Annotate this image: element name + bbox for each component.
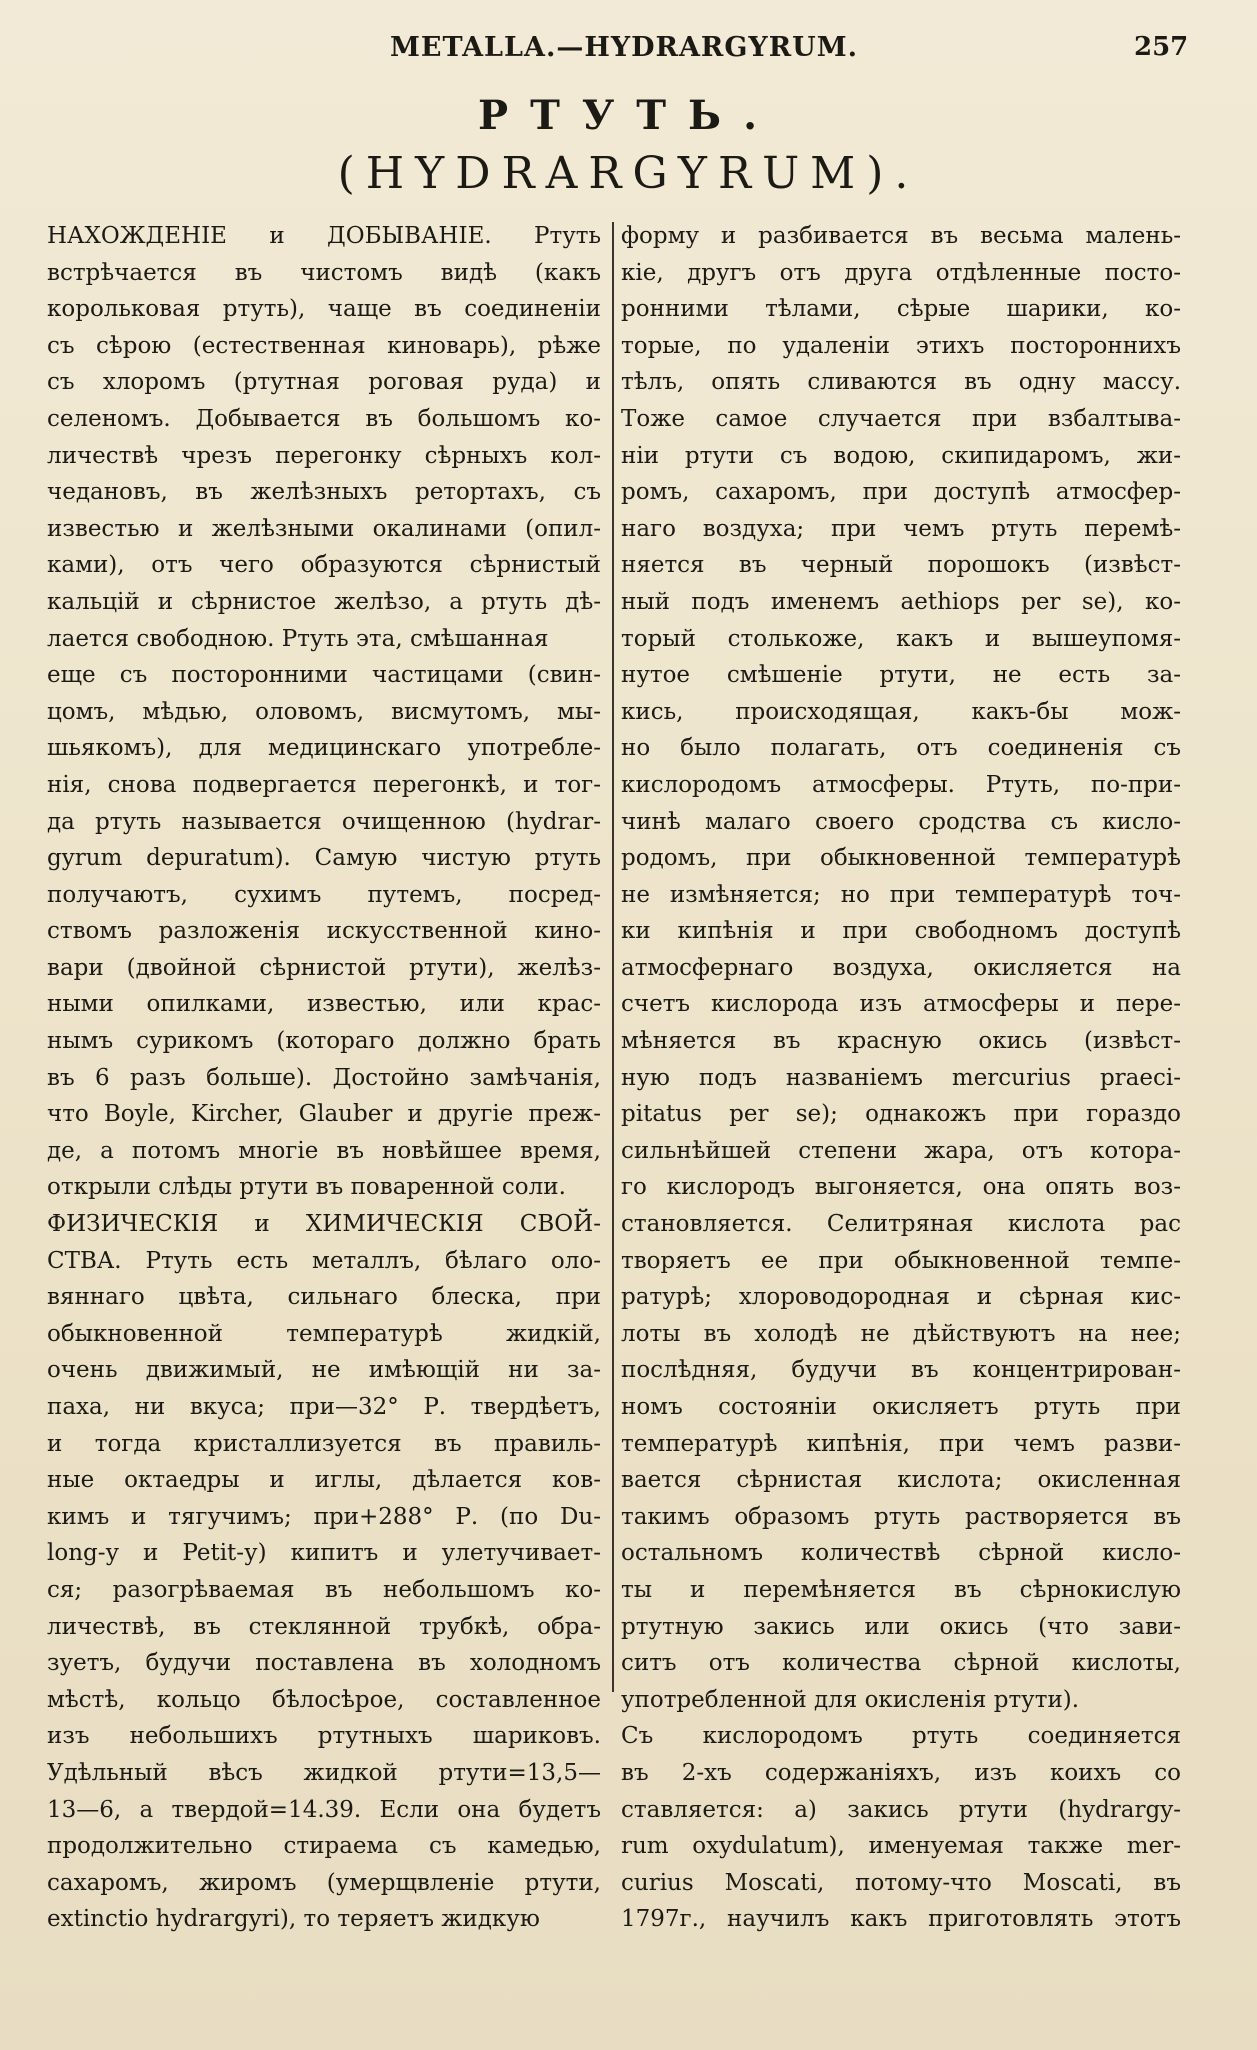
text-line: няется въ черный порошокъ (извѣст- [621, 552, 1181, 579]
text-line: вари (двойной сѣрнистой ртути), желѣз- [47, 954, 601, 981]
text-line: употребленной для окисленія ртути). [621, 1686, 1080, 1713]
text-line: extinctio hydrargyri), то теряетъ жидкую [47, 1906, 540, 1933]
text-line: продолжительно стираема съ камедью, [47, 1833, 601, 1860]
text-line: ставляется: а) закись ртути (hydrargy- [621, 1796, 1181, 1823]
text-line: rum oxydulatum), именуемая также mer- [621, 1833, 1181, 1860]
text-line: вяннаго цвѣта, сильнаго блеска, при [47, 1284, 601, 1311]
text-line: открыли слѣды ртути въ поваренной соли. [47, 1174, 566, 1201]
text-line: температурѣ кипѣнія, при чемъ разви- [621, 1430, 1181, 1457]
text-line: получаютъ, сухимъ путемъ, посред- [47, 881, 601, 908]
text-line: но было полагать, отъ соединенія съ [621, 735, 1181, 762]
text-line: ФИЗИЧЕСКІЯ и ХИМИЧЕСКІЯ СВОЙ- [47, 1211, 601, 1238]
text-line: такимъ образомъ ртуть растворяется въ [621, 1503, 1181, 1530]
text-line: ные октаедры и иглы, дѣлается ков- [47, 1467, 601, 1494]
text-line: творяетъ ее при обыкновенной темпе- [621, 1247, 1181, 1274]
text-line: еще съ посторонними частицами (свин- [47, 662, 601, 689]
text-line: НАХОЖДЕНІЕ и ДОБЫВАНІЕ. Ртуть [47, 223, 601, 249]
text-line: нымъ сурикомъ (котораго должно брать [47, 1028, 601, 1055]
text-line: послѣдняя, будучи въ концентрирован- [621, 1357, 1181, 1384]
text-line: форму и разбивается въ весьма малень- [621, 223, 1181, 249]
text-line: Съ кислородомъ ртуть соединяется [621, 1723, 1181, 1750]
text-line: мѣняется въ красную окись (извѣст- [621, 1028, 1181, 1055]
text-line: ный подъ именемъ aethiops per se), ко- [621, 588, 1181, 615]
text-line: ствомъ разложенія искусственной кино- [47, 918, 601, 945]
text-line: корольковая ртуть), чаще въ соединеніи [47, 296, 601, 323]
text-line: кислородомъ атмосферы. Ртуть, по-при- [621, 771, 1181, 798]
text-line: вается сѣрнистая кислота; окисленная [621, 1467, 1181, 1494]
text-line: ситъ отъ количества сѣрной кислоты, [621, 1650, 1181, 1677]
text-line: Удѣльный вѣсъ жидкой ртути=13,5— [47, 1759, 601, 1786]
text-line: въ 6 разъ больше). Достойно замѣчанія, [47, 1064, 601, 1091]
text-line: ромъ, сахаромъ, при доступѣ атмосфер- [621, 479, 1181, 506]
text-line: цомъ, мѣдью, оловомъ, висмутомъ, мы- [47, 698, 601, 725]
text-line: очень движимый, не имѣющій ни за- [47, 1357, 601, 1384]
text-line: чедановъ, въ желѣзныхъ ретортахъ, съ [47, 479, 601, 506]
text-line: личествѣ, въ стеклянной трубкѣ, обра- [47, 1613, 601, 1640]
text-line: нія, снова подвергается перегонкѣ, и тог- [47, 771, 601, 798]
text-line: pitatus per se); однакожъ при гораздо [621, 1101, 1181, 1128]
text-line: Тоже самое случается при взбалтыва- [621, 405, 1181, 432]
text-line: шьякомъ), для медицинскаго употребле- [47, 735, 601, 762]
text-line: да ртуть называется очищенною (hydrar- [47, 808, 601, 835]
text-line: остальномъ количествѣ сѣрной кисло- [621, 1540, 1181, 1567]
text-line: ніи ртути съ водою, скипидаромъ, жи- [621, 442, 1181, 469]
text-line: чинѣ малаго своего сродства съ кисло- [621, 808, 1181, 835]
text-line: торый столькоже, какъ и вышеупомя- [621, 625, 1181, 652]
text-line: становляется. Селитряная кислота рас [621, 1211, 1181, 1238]
text-line: ся; разогрѣваемая въ небольшомъ ко- [47, 1576, 601, 1603]
text-line: что Boyle, Kircher, Glauber и другіе преж- [47, 1101, 601, 1128]
text-line: кимъ и тягучимъ; при+288° Р. (по Du- [47, 1503, 601, 1530]
text-line: встрѣчается въ чистомъ видѣ (какъ [47, 259, 601, 286]
text-line: паха, ни вкуса; при—32° Р. твердѣетъ, [47, 1394, 601, 1420]
text-line: личествѣ чрезъ перегонку сѣрныхъ кол- [47, 442, 601, 469]
text-line: не измѣняется; но при температурѣ точ- [621, 881, 1181, 908]
running-title: METALLA.—HYDRARGYRUM. [390, 32, 858, 63]
text-line: въ 2-хъ содержаніяхъ, изъ коихъ со [621, 1759, 1181, 1786]
text-line: селеномъ. Добывается въ большомъ ко- [47, 405, 601, 432]
text-line: СТВА. Ртуть есть металлъ, бѣлаго оло- [47, 1247, 601, 1274]
text-line: ты и перемѣняется въ сѣрнокислую [621, 1576, 1181, 1603]
left-column [47, 218, 601, 1938]
text-line: де, а потомъ многіе въ новѣйшее время, [47, 1137, 601, 1164]
text-line: 1797г., научилъ какъ приготовлять этотъ [621, 1906, 1181, 1933]
text-line: ратурѣ; хлороводородная и сѣрная кис- [621, 1284, 1181, 1311]
text-line: известью и желѣзными окалинами (опил- [47, 515, 601, 542]
text-line: сильнѣйшей степени жара, отъ котора- [621, 1137, 1181, 1164]
text-line: съ сѣрою (естественная киноварь), рѣже [47, 332, 601, 359]
text-line: наго воздуха; при чемъ ртуть перемѣ- [621, 515, 1181, 542]
text-line: счетъ кислорода изъ атмосферы и пере- [621, 991, 1181, 1018]
text-line: номъ состояніи окисляетъ ртуть при [621, 1394, 1181, 1420]
text-line: лается свободною. Ртуть эта, смѣшанная [47, 625, 549, 652]
text-line: ную подъ названіемъ mercurius praeci- [621, 1064, 1181, 1091]
text-line: родомъ, при обыкновенной температурѣ [621, 845, 1181, 872]
text-line: кальцій и сѣрнистое желѣзо, а ртуть дѣ- [47, 588, 601, 615]
text-line: gyrum depuratum). Самую чистую ртуть [47, 845, 601, 872]
text-line: изъ небольшихъ ртутныхъ шариковъ. [47, 1723, 601, 1750]
text-line: мѣстѣ, кольцо бѣлосѣрое, составленное [47, 1686, 601, 1713]
text-line: атмосфернаго воздуха, окисляется на [621, 954, 1181, 981]
page-number: 257 [1134, 32, 1189, 62]
text-line: ными опилками, известью, или крас- [47, 991, 601, 1018]
text-line: ками), отъ чего образуются сѣрнистый [47, 552, 601, 579]
text-line: кіе, другъ отъ друга отдѣленные посто- [621, 259, 1181, 286]
text-line: го кислородъ выгоняется, она опять воз- [621, 1174, 1181, 1201]
text-line: торые, по удаленіи этихъ постороннихъ [621, 332, 1181, 359]
column-divider [612, 222, 614, 1692]
text-line: long-у и Petit-у) кипитъ и улетучивает- [47, 1540, 601, 1567]
text-line: curius Moscati, потому-что Moscati, въ [621, 1869, 1181, 1896]
text-line: тѣлъ, опять сливаются въ одну массу. [621, 369, 1181, 396]
text-line: 13—6, а твердой=14.39. Если она будетъ [47, 1796, 601, 1823]
text-line: сахаромъ, жиромъ (умерщвленіе ртути, [47, 1869, 601, 1896]
text-line: кись, происходящая, какъ-бы мож- [621, 698, 1181, 725]
text-line: ки кипѣнія и при свободномъ доступѣ [621, 918, 1181, 945]
text-line: и тогда кристаллизуется въ правиль- [47, 1430, 601, 1457]
right-column [621, 218, 1181, 1938]
text-line: лоты въ холодѣ не дѣйствуютъ на нее; [621, 1320, 1181, 1347]
text-line: съ хлоромъ (ртутная роговая руда) и [47, 369, 601, 396]
text-line: зуетъ, будучи поставлена въ холодномъ [47, 1650, 601, 1677]
section-title-latin: (HYDRARGYRUM). [337, 148, 920, 199]
text-line: обыкновенной температурѣ жидкій, [47, 1320, 601, 1347]
text-line: нутое смѣшеніе ртути, не есть за- [621, 662, 1181, 689]
text-line: ронними тѣлами, сѣрые шарики, ко- [621, 296, 1181, 323]
section-title-russian: РТУТЬ. [477, 92, 779, 139]
running-head [0, 32, 1257, 72]
text-line: ртутную закись или окись (что зави- [621, 1613, 1181, 1640]
